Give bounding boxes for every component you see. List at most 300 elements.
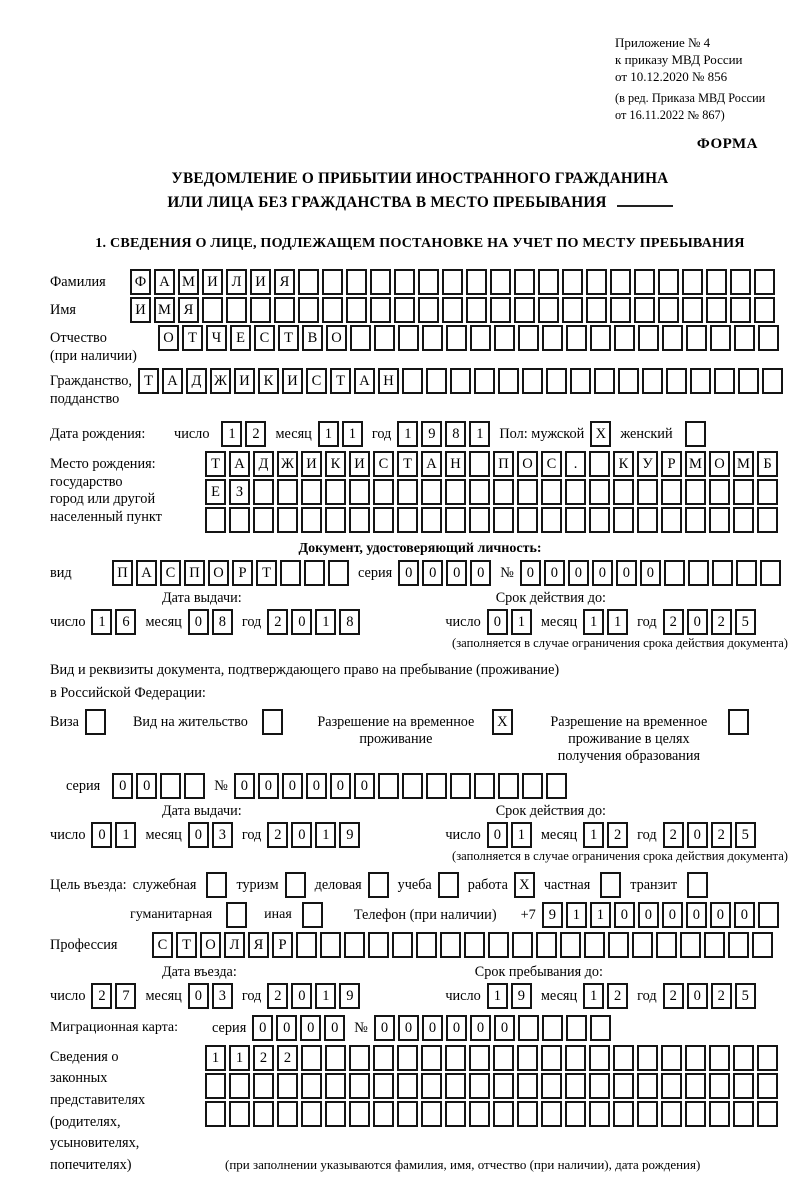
char-box[interactable] bbox=[325, 1073, 346, 1099]
char-box[interactable] bbox=[638, 325, 659, 351]
char-box[interactable]: 0 bbox=[494, 1015, 515, 1041]
char-box[interactable]: Т bbox=[330, 368, 351, 394]
char-box[interactable] bbox=[466, 297, 487, 323]
char-box[interactable]: 0 bbox=[446, 560, 467, 586]
char-box[interactable] bbox=[709, 1073, 730, 1099]
char-box[interactable]: А bbox=[421, 451, 442, 477]
char-box[interactable] bbox=[608, 932, 629, 958]
char-box[interactable] bbox=[368, 932, 389, 958]
char-box[interactable]: К bbox=[325, 451, 346, 477]
char-box[interactable] bbox=[322, 269, 343, 295]
purpose-transit-checkbox[interactable] bbox=[687, 872, 708, 898]
char-box[interactable] bbox=[709, 1045, 730, 1071]
char-box[interactable] bbox=[685, 507, 706, 533]
char-box[interactable]: 1 bbox=[397, 421, 418, 447]
char-box[interactable]: 0 bbox=[330, 773, 351, 799]
char-box[interactable]: 1 bbox=[511, 609, 532, 635]
char-box[interactable] bbox=[566, 1015, 587, 1041]
char-box[interactable]: О bbox=[517, 451, 538, 477]
profession-input[interactable] bbox=[152, 932, 776, 958]
char-box[interactable] bbox=[493, 1045, 514, 1071]
char-box[interactable]: 8 bbox=[339, 609, 360, 635]
char-box[interactable]: Т bbox=[138, 368, 159, 394]
char-box[interactable]: Я bbox=[178, 297, 199, 323]
citizenship-input[interactable] bbox=[138, 368, 786, 394]
char-box[interactable] bbox=[712, 560, 733, 586]
char-box[interactable]: 0 bbox=[520, 560, 541, 586]
temp-residence-checkbox[interactable]: X bbox=[492, 709, 513, 735]
char-box[interactable]: И bbox=[250, 269, 271, 295]
char-box[interactable]: 0 bbox=[616, 560, 637, 586]
char-box[interactable] bbox=[538, 269, 559, 295]
char-box[interactable]: О bbox=[709, 451, 730, 477]
char-box[interactable] bbox=[421, 479, 442, 505]
char-box[interactable]: 0 bbox=[234, 773, 255, 799]
char-box[interactable] bbox=[661, 1101, 682, 1127]
char-box[interactable]: 8 bbox=[212, 609, 233, 635]
char-box[interactable] bbox=[416, 932, 437, 958]
char-box[interactable] bbox=[422, 325, 443, 351]
char-box[interactable]: И bbox=[130, 297, 151, 323]
char-box[interactable]: Я bbox=[248, 932, 269, 958]
char-box[interactable] bbox=[733, 1045, 754, 1071]
char-box[interactable]: 2 bbox=[711, 609, 732, 635]
char-box[interactable]: 1 bbox=[583, 609, 604, 635]
char-box[interactable]: А bbox=[154, 269, 175, 295]
char-box[interactable] bbox=[685, 1045, 706, 1071]
char-box[interactable] bbox=[493, 479, 514, 505]
char-box[interactable] bbox=[560, 932, 581, 958]
char-box[interactable] bbox=[397, 479, 418, 505]
char-box[interactable] bbox=[733, 507, 754, 533]
char-box[interactable] bbox=[566, 325, 587, 351]
char-box[interactable]: 0 bbox=[291, 822, 312, 848]
visa-checkbox[interactable] bbox=[85, 709, 106, 735]
char-box[interactable] bbox=[253, 479, 274, 505]
char-box[interactable] bbox=[517, 1045, 538, 1071]
char-box[interactable]: 1 bbox=[583, 822, 604, 848]
char-box[interactable] bbox=[565, 1101, 586, 1127]
char-box[interactable] bbox=[664, 560, 685, 586]
char-box[interactable]: 2 bbox=[245, 421, 266, 447]
stay-month-input[interactable] bbox=[583, 983, 631, 1009]
char-box[interactable]: 0 bbox=[324, 1015, 345, 1041]
char-box[interactable] bbox=[517, 479, 538, 505]
char-box[interactable]: 5 bbox=[735, 822, 756, 848]
char-box[interactable] bbox=[469, 1045, 490, 1071]
char-box[interactable]: 2 bbox=[253, 1045, 274, 1071]
char-box[interactable]: О bbox=[158, 325, 179, 351]
char-box[interactable]: Т bbox=[397, 451, 418, 477]
char-box[interactable] bbox=[469, 507, 490, 533]
char-box[interactable] bbox=[344, 932, 365, 958]
char-box[interactable]: И bbox=[349, 451, 370, 477]
char-box[interactable] bbox=[637, 1073, 658, 1099]
res-series-input[interactable] bbox=[112, 773, 208, 799]
purpose-study-checkbox[interactable] bbox=[438, 872, 459, 898]
char-box[interactable]: 0 bbox=[291, 609, 312, 635]
char-box[interactable] bbox=[426, 368, 447, 394]
expiry-year-input[interactable] bbox=[663, 609, 759, 635]
char-box[interactable] bbox=[758, 902, 779, 928]
char-box[interactable]: А bbox=[136, 560, 157, 586]
char-box[interactable] bbox=[418, 269, 439, 295]
char-box[interactable] bbox=[682, 269, 703, 295]
char-box[interactable]: 9 bbox=[339, 822, 360, 848]
char-box[interactable] bbox=[296, 932, 317, 958]
char-box[interactable]: 0 bbox=[470, 1015, 491, 1041]
char-box[interactable] bbox=[253, 1101, 274, 1127]
entry-year-input[interactable] bbox=[267, 983, 363, 1009]
char-box[interactable]: С bbox=[373, 451, 394, 477]
char-box[interactable]: А bbox=[354, 368, 375, 394]
char-box[interactable] bbox=[514, 269, 535, 295]
representatives-line1[interactable] bbox=[205, 1045, 781, 1071]
char-box[interactable]: 2 bbox=[663, 983, 684, 1009]
char-box[interactable] bbox=[542, 1015, 563, 1041]
char-box[interactable] bbox=[757, 1045, 778, 1071]
char-box[interactable]: 0 bbox=[734, 902, 755, 928]
char-box[interactable] bbox=[160, 773, 181, 799]
char-box[interactable] bbox=[704, 932, 725, 958]
doc-number-input[interactable] bbox=[520, 560, 784, 586]
res-issue-month-input[interactable] bbox=[188, 822, 236, 848]
char-box[interactable] bbox=[301, 1073, 322, 1099]
char-box[interactable]: Р bbox=[272, 932, 293, 958]
char-box[interactable] bbox=[546, 773, 567, 799]
char-box[interactable] bbox=[730, 269, 751, 295]
char-box[interactable] bbox=[562, 297, 583, 323]
char-box[interactable] bbox=[522, 773, 543, 799]
char-box[interactable] bbox=[226, 297, 247, 323]
char-box[interactable] bbox=[304, 560, 325, 586]
char-box[interactable] bbox=[666, 368, 687, 394]
char-box[interactable]: Ж bbox=[210, 368, 231, 394]
char-box[interactable] bbox=[490, 297, 511, 323]
char-box[interactable]: А bbox=[162, 368, 183, 394]
char-box[interactable]: 1 bbox=[487, 983, 508, 1009]
char-box[interactable] bbox=[682, 297, 703, 323]
char-box[interactable]: 0 bbox=[398, 560, 419, 586]
char-box[interactable]: 9 bbox=[511, 983, 532, 1009]
char-box[interactable] bbox=[541, 1101, 562, 1127]
char-box[interactable] bbox=[277, 507, 298, 533]
char-box[interactable] bbox=[680, 932, 701, 958]
sex-female-checkbox[interactable] bbox=[685, 421, 706, 447]
birth-month-input[interactable] bbox=[318, 421, 366, 447]
char-box[interactable] bbox=[446, 325, 467, 351]
char-box[interactable]: Л bbox=[224, 932, 245, 958]
char-box[interactable] bbox=[661, 479, 682, 505]
char-box[interactable] bbox=[274, 297, 295, 323]
birthplace-line1[interactable] bbox=[205, 451, 781, 477]
char-box[interactable] bbox=[610, 269, 631, 295]
char-box[interactable]: 0 bbox=[710, 902, 731, 928]
char-box[interactable]: 7 bbox=[115, 983, 136, 1009]
char-box[interactable]: 0 bbox=[687, 609, 708, 635]
char-box[interactable] bbox=[277, 479, 298, 505]
char-box[interactable]: 3 bbox=[212, 983, 233, 1009]
char-box[interactable] bbox=[637, 507, 658, 533]
char-box[interactable] bbox=[632, 932, 653, 958]
char-box[interactable]: И bbox=[301, 451, 322, 477]
char-box[interactable] bbox=[613, 479, 634, 505]
char-box[interactable]: Е bbox=[205, 479, 226, 505]
char-box[interactable] bbox=[421, 1101, 442, 1127]
char-box[interactable]: 2 bbox=[91, 983, 112, 1009]
char-box[interactable]: 0 bbox=[638, 902, 659, 928]
char-box[interactable]: 1 bbox=[590, 902, 611, 928]
char-box[interactable]: 0 bbox=[687, 822, 708, 848]
char-box[interactable]: 0 bbox=[188, 609, 209, 635]
char-box[interactable] bbox=[322, 297, 343, 323]
char-box[interactable] bbox=[618, 368, 639, 394]
char-box[interactable] bbox=[421, 507, 442, 533]
char-box[interactable] bbox=[277, 1073, 298, 1099]
char-box[interactable]: 0 bbox=[136, 773, 157, 799]
stay-year-input[interactable] bbox=[663, 983, 759, 1009]
patronymic-input[interactable] bbox=[158, 325, 782, 351]
char-box[interactable]: К bbox=[613, 451, 634, 477]
char-box[interactable] bbox=[205, 1073, 226, 1099]
char-box[interactable] bbox=[589, 451, 610, 477]
char-box[interactable] bbox=[490, 269, 511, 295]
char-box[interactable] bbox=[685, 1101, 706, 1127]
char-box[interactable]: Н bbox=[378, 368, 399, 394]
char-box[interactable] bbox=[450, 773, 471, 799]
char-box[interactable] bbox=[514, 297, 535, 323]
char-box[interactable] bbox=[277, 1101, 298, 1127]
char-box[interactable]: 2 bbox=[663, 822, 684, 848]
char-box[interactable] bbox=[590, 1015, 611, 1041]
char-box[interactable] bbox=[518, 325, 539, 351]
char-box[interactable]: 3 bbox=[212, 822, 233, 848]
char-box[interactable] bbox=[758, 325, 779, 351]
char-box[interactable] bbox=[378, 773, 399, 799]
char-box[interactable]: 0 bbox=[112, 773, 133, 799]
char-box[interactable] bbox=[709, 507, 730, 533]
char-box[interactable] bbox=[760, 560, 781, 586]
char-box[interactable]: С bbox=[254, 325, 275, 351]
char-box[interactable] bbox=[442, 297, 463, 323]
char-box[interactable] bbox=[570, 368, 591, 394]
char-box[interactable] bbox=[613, 1073, 634, 1099]
char-box[interactable]: 0 bbox=[398, 1015, 419, 1041]
char-box[interactable]: 0 bbox=[282, 773, 303, 799]
purpose-official-checkbox[interactable] bbox=[206, 872, 227, 898]
char-box[interactable] bbox=[325, 479, 346, 505]
char-box[interactable] bbox=[397, 507, 418, 533]
char-box[interactable]: 8 bbox=[445, 421, 466, 447]
char-box[interactable] bbox=[762, 368, 783, 394]
char-box[interactable]: 0 bbox=[422, 560, 443, 586]
char-box[interactable] bbox=[445, 507, 466, 533]
expiry-day-input[interactable] bbox=[487, 609, 535, 635]
char-box[interactable] bbox=[710, 325, 731, 351]
char-box[interactable] bbox=[685, 479, 706, 505]
char-box[interactable]: 0 bbox=[614, 902, 635, 928]
char-box[interactable] bbox=[730, 297, 751, 323]
char-box[interactable]: С bbox=[306, 368, 327, 394]
char-box[interactable] bbox=[589, 1073, 610, 1099]
char-box[interactable] bbox=[349, 479, 370, 505]
char-box[interactable]: 1 bbox=[315, 983, 336, 1009]
char-box[interactable] bbox=[541, 1045, 562, 1071]
char-box[interactable]: 1 bbox=[315, 822, 336, 848]
char-box[interactable] bbox=[470, 325, 491, 351]
char-box[interactable] bbox=[349, 1073, 370, 1099]
char-box[interactable] bbox=[229, 507, 250, 533]
res-issue-year-input[interactable] bbox=[267, 822, 363, 848]
firstname-input[interactable] bbox=[130, 297, 778, 323]
residence-permit-checkbox[interactable] bbox=[262, 709, 283, 735]
char-box[interactable] bbox=[685, 1073, 706, 1099]
char-box[interactable] bbox=[229, 1073, 250, 1099]
purpose-other-checkbox[interactable] bbox=[302, 902, 323, 928]
char-box[interactable] bbox=[589, 1045, 610, 1071]
char-box[interactable] bbox=[349, 507, 370, 533]
char-box[interactable] bbox=[734, 325, 755, 351]
char-box[interactable] bbox=[546, 368, 567, 394]
char-box[interactable] bbox=[536, 932, 557, 958]
char-box[interactable] bbox=[517, 1073, 538, 1099]
char-box[interactable]: О bbox=[200, 932, 221, 958]
char-box[interactable] bbox=[517, 507, 538, 533]
char-box[interactable] bbox=[610, 297, 631, 323]
migration-number-input[interactable] bbox=[374, 1015, 614, 1041]
char-box[interactable]: 0 bbox=[276, 1015, 297, 1041]
char-box[interactable]: 9 bbox=[339, 983, 360, 1009]
char-box[interactable]: 1 bbox=[315, 609, 336, 635]
char-box[interactable]: М bbox=[733, 451, 754, 477]
char-box[interactable] bbox=[541, 479, 562, 505]
char-box[interactable] bbox=[328, 560, 349, 586]
char-box[interactable]: 1 bbox=[229, 1045, 250, 1071]
char-box[interactable] bbox=[517, 1101, 538, 1127]
char-box[interactable] bbox=[466, 269, 487, 295]
char-box[interactable]: Т bbox=[182, 325, 203, 351]
char-box[interactable]: Н bbox=[445, 451, 466, 477]
char-box[interactable]: 5 bbox=[735, 609, 756, 635]
char-box[interactable]: 1 bbox=[115, 822, 136, 848]
char-box[interactable] bbox=[586, 269, 607, 295]
char-box[interactable] bbox=[250, 297, 271, 323]
char-box[interactable] bbox=[418, 297, 439, 323]
char-box[interactable] bbox=[373, 479, 394, 505]
char-box[interactable]: 6 bbox=[115, 609, 136, 635]
char-box[interactable] bbox=[402, 773, 423, 799]
char-box[interactable] bbox=[613, 1101, 634, 1127]
res-expiry-day-input[interactable] bbox=[487, 822, 535, 848]
char-box[interactable] bbox=[637, 1045, 658, 1071]
char-box[interactable] bbox=[590, 325, 611, 351]
char-box[interactable]: 0 bbox=[592, 560, 613, 586]
char-box[interactable] bbox=[370, 269, 391, 295]
char-box[interactable]: 0 bbox=[687, 983, 708, 1009]
char-box[interactable]: 0 bbox=[306, 773, 327, 799]
char-box[interactable] bbox=[661, 1045, 682, 1071]
char-box[interactable]: Т bbox=[176, 932, 197, 958]
char-box[interactable]: 2 bbox=[277, 1045, 298, 1071]
char-box[interactable] bbox=[488, 932, 509, 958]
char-box[interactable] bbox=[442, 269, 463, 295]
char-box[interactable]: П bbox=[184, 560, 205, 586]
char-box[interactable] bbox=[754, 269, 775, 295]
char-box[interactable] bbox=[518, 1015, 539, 1041]
char-box[interactable] bbox=[474, 368, 495, 394]
doc-kind-input[interactable] bbox=[112, 560, 352, 586]
char-box[interactable]: И bbox=[202, 269, 223, 295]
char-box[interactable] bbox=[469, 479, 490, 505]
char-box[interactable] bbox=[634, 297, 655, 323]
representatives-line3[interactable] bbox=[205, 1101, 781, 1127]
char-box[interactable] bbox=[397, 1045, 418, 1071]
char-box[interactable] bbox=[706, 297, 727, 323]
char-box[interactable]: У bbox=[637, 451, 658, 477]
char-box[interactable] bbox=[733, 479, 754, 505]
char-box[interactable] bbox=[469, 1101, 490, 1127]
issue-day-input[interactable] bbox=[91, 609, 139, 635]
char-box[interactable] bbox=[498, 368, 519, 394]
char-box[interactable] bbox=[469, 1073, 490, 1099]
char-box[interactable]: О bbox=[326, 325, 347, 351]
birthplace-line3[interactable] bbox=[205, 507, 781, 533]
stay-day-input[interactable] bbox=[487, 983, 535, 1009]
expiry-month-input[interactable] bbox=[583, 609, 631, 635]
res-expiry-month-input[interactable] bbox=[583, 822, 631, 848]
char-box[interactable] bbox=[562, 269, 583, 295]
char-box[interactable]: И bbox=[282, 368, 303, 394]
char-box[interactable]: 1 bbox=[583, 983, 604, 1009]
char-box[interactable]: М bbox=[178, 269, 199, 295]
char-box[interactable] bbox=[542, 325, 563, 351]
char-box[interactable]: 0 bbox=[470, 560, 491, 586]
char-box[interactable] bbox=[325, 1101, 346, 1127]
char-box[interactable]: 0 bbox=[252, 1015, 273, 1041]
char-box[interactable] bbox=[373, 1045, 394, 1071]
char-box[interactable] bbox=[709, 1101, 730, 1127]
purpose-work-checkbox[interactable]: X bbox=[514, 872, 535, 898]
char-box[interactable]: 2 bbox=[607, 822, 628, 848]
char-box[interactable] bbox=[686, 325, 707, 351]
char-box[interactable]: 0 bbox=[91, 822, 112, 848]
char-box[interactable]: 0 bbox=[487, 822, 508, 848]
char-box[interactable] bbox=[752, 932, 773, 958]
char-box[interactable] bbox=[373, 1073, 394, 1099]
char-box[interactable] bbox=[565, 1045, 586, 1071]
char-box[interactable]: 0 bbox=[568, 560, 589, 586]
doc-series-input[interactable] bbox=[398, 560, 494, 586]
char-box[interactable]: 1 bbox=[318, 421, 339, 447]
char-box[interactable] bbox=[394, 269, 415, 295]
char-box[interactable] bbox=[538, 297, 559, 323]
char-box[interactable]: . bbox=[565, 451, 586, 477]
char-box[interactable] bbox=[757, 479, 778, 505]
char-box[interactable] bbox=[445, 1101, 466, 1127]
char-box[interactable]: Т bbox=[256, 560, 277, 586]
char-box[interactable] bbox=[229, 1101, 250, 1127]
char-box[interactable]: Р bbox=[661, 451, 682, 477]
char-box[interactable]: 1 bbox=[511, 822, 532, 848]
char-box[interactable]: 0 bbox=[662, 902, 683, 928]
char-box[interactable]: М bbox=[154, 297, 175, 323]
char-box[interactable] bbox=[688, 560, 709, 586]
char-box[interactable]: 0 bbox=[446, 1015, 467, 1041]
char-box[interactable]: Б bbox=[757, 451, 778, 477]
char-box[interactable] bbox=[205, 1101, 226, 1127]
char-box[interactable]: К bbox=[258, 368, 279, 394]
char-box[interactable]: П bbox=[493, 451, 514, 477]
